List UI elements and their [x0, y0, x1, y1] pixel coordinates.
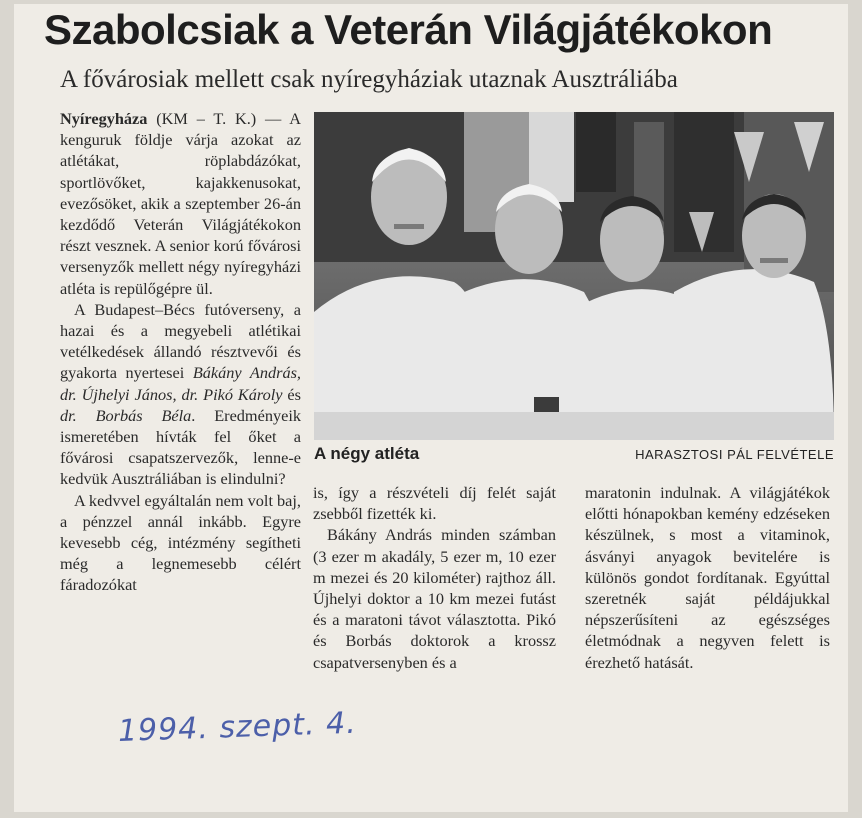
- column-3: [585, 482, 830, 673]
- column-2-paragraph-2: Bákány András minden számban (3 ezer m akadály, 5 ezer m, 10 ezer m mezei és 20 kilométer) rajthoz áll. Újhelyi doktor a 10 km mezei futást és a maratoni távot választotta. Pikó és Borbás doktorok a krossz csapatversenyben és a: [313, 525, 556, 672]
- athletes-photo-image: [314, 112, 834, 440]
- subheadline: A fővárosiak mellett csak nyíregyháziak utaznak Ausztráliába: [60, 66, 678, 93]
- paragraph-1-text: — A kenguruk földje várja azokat az atlétákat, röplabdázókat, sportlövőket, kajakkenusokat, evezősöket, akik a szeptember 26-án kezdődő Veterán Világjátékokon részt vesznek. A senior korú fővárosi versenyzők mellett négy nyíregyházi atléta is repülőgépre ül.: [60, 109, 301, 298]
- paragraph-2-start: A Budapest–Bécs futóverseny, a hazai és a megyebeli atlétikai vetélkedések állandó résztvevői és gyakorta nyertesei: [60, 299, 301, 383]
- photo-credit: HARASZTOSI PÁL FELVÉTELE: [635, 447, 834, 462]
- photo-caption: A négy atléta: [314, 444, 420, 463]
- athlete-names: Bákány András, dr. Újhelyi János, dr. Pikó Károly: [60, 363, 301, 404]
- column-2-paragraph-1: is, így a részvételi díj felét saját zsebből fizették ki.: [313, 483, 556, 524]
- column-3-paragraph-1: maratonin indulnak. A világjátékok előtti hónapokban kemény edzéseken készülnek, s most a vitaminok, ásványi anyagok bevitelére is különös gondot fordítanak. Egyúttal szeretnék saját példájukkal népszerűsíteni az egészséges életmódnak a negyven felett is érezhető hatását.: [585, 483, 830, 672]
- column-2: [313, 482, 556, 673]
- column-1: [60, 108, 301, 596]
- paragraph-2-end: . Eredményeik ismeretében hívták fel őket a fővárosi csapatszervezők, lenne-e kedvük Ausztráliában is elindulni?: [60, 405, 301, 489]
- handwritten-date: 1994. szept. 4.: [117, 705, 358, 749]
- byline: (KM – T. K.): [156, 109, 257, 128]
- paragraph-3: A kedvvel egyáltalán nem volt baj, a pénzzel annál inkább. Egyre kevesebb cég, intézmény segítheti még a legnemesebb célért fáradozókat: [60, 490, 301, 595]
- headline: Szabolcsiak a Veterán Világjátékokon: [44, 6, 773, 53]
- athlete-name-last: dr. Borbás Béla: [60, 405, 192, 425]
- athletes-photo: [314, 112, 834, 440]
- paragraph-1: [60, 108, 301, 299]
- photo-caption-bar: [314, 444, 834, 468]
- names-conjunction: és: [287, 384, 301, 404]
- paragraph-2: [60, 299, 301, 490]
- dateline: Nyíregyháza: [60, 109, 148, 128]
